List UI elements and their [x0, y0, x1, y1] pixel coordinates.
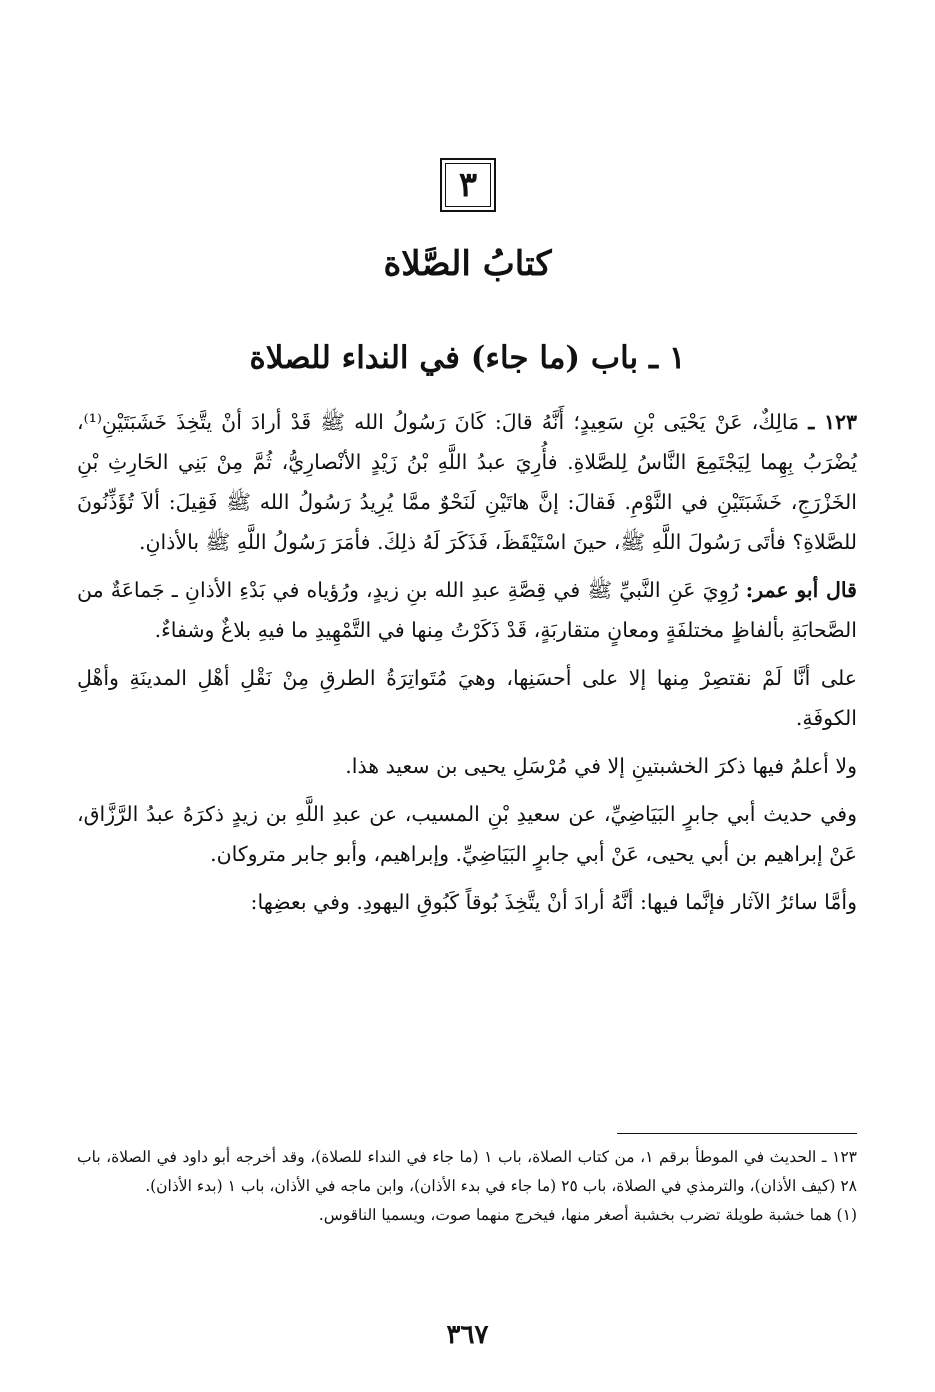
commentary-paragraph-4: وفي حديث أبي جابرٍ البَيَاضِيِّ، عن سعيدِ بْنِ المسيب، عن عبدِ اللَّهِ بن زيدٍ ذكرَهُ عبدُ الرَّزَّاق، عَنْ إبراهيم بن أبي يحيى، عَنْ أبي جابرٍ البَيَاضِيِّ. وإبراهيم، وأبو جابر متروكان.: [77, 802, 857, 866]
footnote-hadith-source: ١٢٣ ـ الحديث في الموطأ برقم ١، من كتاب الصلاة، باب ١ (ما جاء في النداء للصلاة)، وقد أخرجه أبو داود في الصلاة، باب ٢٨ (كيف الأذان)، والترمذي في الصلاة، باب ٢٥ (ما جاء في بدء الأذان)، وابن ماجه في الأذان، باب ١ (بدء الأذان).: [77, 1148, 857, 1195]
footnote-divider: [617, 1133, 857, 1134]
page-number: ٣٦٧: [446, 1320, 489, 1350]
commentary-paragraph-5: وأمَّا سائرُ الآثار فإنَّما فيها: أنَّهُ أرادَ أنْ يتَّخِذَ بُوقاً كَبُوقِ اليهودِ. وفي بعضِها:: [250, 890, 857, 914]
hadith-text: مَالِكٌ، عَنْ يَحْيَى بْنِ سَعِيدٍ؛ أَنَّهُ قالَ: كَانَ رَسُولُ الله ﷺ قَدْ أرادَ أنْ يتَّخِذَ خَشَبَتَيْنِ⁽¹⁾، يُضْرَبُ بِهِما لِيَجْتَمِعَ النَّاسُ لِلصَّلاةِ. فأُرِيَ عبدُ اللَّهِ بْنُ زَيْدٍ الأنْصارِيُّ، ثُمَّ مِنْ بَنِي الحَارِثِ بْنِ الخَزْرَجِ، خَشَبَتَيْنِ في النَّوْمِ. فَقالَ: إنَّ هاتَيْنِ لَنَحْوٌ ممَّا يُرِيدُ رَسُولُ الله ﷺ فَقِيلَ: ألاَ تُؤَذِّنُونَ للصَّلاةِ؟ فأتَى رَسُولَ اللَّهِ ﷺ، حينَ اسْتَيْقَظَ، فَذَكَرَ لَهُ ذلِكَ. فأمَرَ رَسُولُ اللَّهِ ﷺ بالأذانِ.: [77, 410, 857, 554]
abu-omar-label: قال أبو عمر:: [745, 578, 857, 602]
commentary-paragraph-2: على أنَّا لَمْ نقتصِرْ مِنها إلا على أحسَنِها، وهيَ مُتَواتِرَةُ الطرقِ مِنْ نَقْلِ أهْلِ المدينَةِ وأهْلِ الكوفَةِ.: [77, 666, 857, 730]
chapter-number-box: [440, 158, 496, 212]
hadith-paragraph: [77, 402, 857, 562]
chapter-number: ٣: [458, 165, 478, 205]
footnotes: [77, 1143, 857, 1230]
footnote-1: (١) هما خشبة طويلة تضرب بخشبة أصغر منها، فيخرج منهما صوت، ويسميا الناقوس.: [318, 1206, 857, 1224]
commentary-text-1: رُوِيَ عَنِ النَّبيِّ ﷺ في قِصَّةِ عبدِ الله بنِ زيدٍ، ورُؤياه في بَدْءِ الأذانِ ـ جَماعَةٌ من الصَّحابَةِ بألفاظٍ مختلفَةٍ ومعانٍ متقاربَةٍ، قَدْ ذَكَرْتُ مِنها في التَّمْهِيدِ ما فيهِ بلاغٌ وشفاءٌ.: [77, 578, 857, 642]
hadith-number: ١٢٣ ـ: [808, 410, 857, 434]
section-heading: ١ ـ باب (ما جاء) في النداء للصلاة: [249, 340, 686, 376]
book-title: كتابُ الصَّلاة: [383, 244, 552, 284]
commentary-paragraph-1: [77, 570, 857, 650]
commentary-paragraph-3: ولا أعلمُ فيها ذكرَ الخشبتينِ إلا في مُرْسَلِ يحيى بن سعيد هذا.: [345, 754, 857, 778]
main-text: [77, 402, 857, 930]
